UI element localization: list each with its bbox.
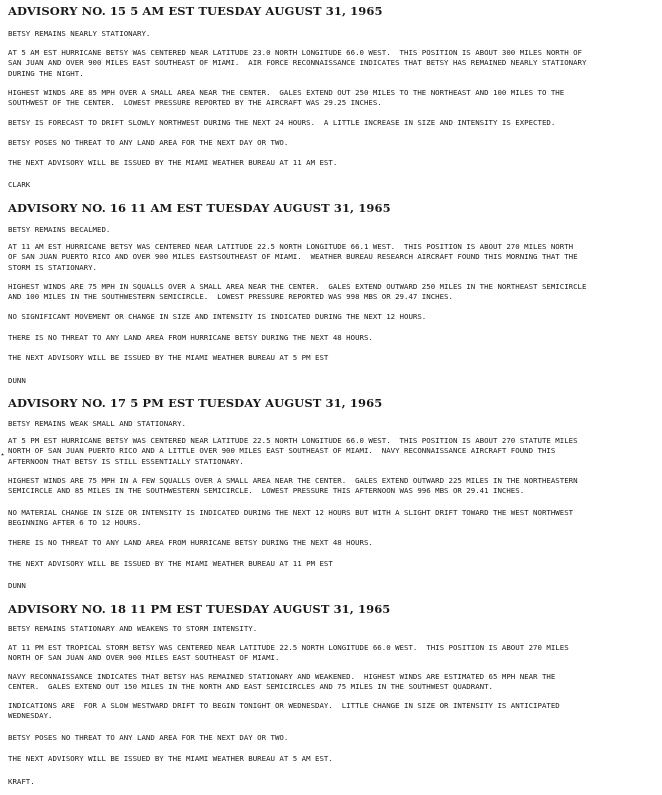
advisory-position: AT 5 AM EST HURRICANE BETSY WAS CENTERED NEAR LATITUDE 23.0 NORTH LONGITUDE 66.0 WEST. THIS POSITION IS ABOUT 300 MILES NORTH OF SAN JUAN AND OVER 900 MILES EAST SOUTHEAST OF MIAMI. AIR FORCE RECONNAISSANCE INDICATES THAT BETSY HAS REMAINED NEARLY STATIONARY DURING THE NIGHT. (8, 48, 587, 78)
advisory-position: AT 11 PM EST TROPICAL STORM BETSY WAS CENTERED NEAR LATITUDE 22.5 NORTH LONGITUDE 66.0 WEST. THIS POSITION IS ABOUT 270 MILES NORTH OF SAN JUAN AND OVER 900 MILES EAST SOUTHEAST OF MIAMI. (8, 643, 569, 663)
advisory-next: THE NEXT ADVISORY WILL BE ISSUED BY THE MIAMI WEATHER BUREAU AT 11 PM EST (8, 559, 333, 568)
advisory-header: ADVISORY NO. 17 5 PM EST TUESDAY AUGUST 31, 1965 (8, 396, 383, 410)
advisory-summary: BETSY REMAINS WEAK SMALL AND STATIONARY. (8, 419, 186, 428)
advisory-signature: DUNN (8, 581, 26, 590)
advisory-position: AT 11 AM EST HURRICANE BETSY WAS CENTERED NEAR LATITUDE 22.5 NORTH LONGITUDE 66.1 WEST. THIS POSITION IS ABOUT 270 MILES NORTH OF SAN JUAN PUERTO RICO AND OVER 900 MILES EASTSOUTHEAST OF MIAMI. WEATHER BUREAU RESEARCH AIRCRAFT FOUND THIS MORNING THAT THE STORM IS STATIONARY. (8, 242, 578, 272)
advisory-signature: DUNN (8, 376, 26, 385)
advisory-threat: THERE IS NO THREAT TO ANY LAND AREA FROM HURRICANE BETSY DURING THE NEXT 48 HOURS. (8, 538, 373, 547)
margin-mark-icon: ⋆ (0, 450, 6, 459)
advisory-winds: HIGHEST WINDS ARE 75 MPH IN A FEW SQUALLS OVER A SMALL AREA NEAR THE CENTER. GALES EXTEND OUTWARD 225 MILES IN THE NORTHEASTERN SEMICIRCLE AND 85 MILES IN THE SOUTHWESTERN SEMICIRCLE. LOWEST PRESSURE THIS AFTERNOON WAS 996 MBS OR 29.41 INCHES. (8, 476, 578, 496)
advisory-winds: NAVY RECONNAISSANCE INDICATES THAT BETSY HAS REMAINED STATIONARY AND WEAKENED. HIGHEST WINDS ARE ESTIMATED 65 MPH NEAR THE CENTER. GALES EXTEND OUT 150 MILES IN THE NORTH AND EAST SEMICIRCLES AND 75 MILES IN THE SOUTHWEST QUADRANT. (8, 672, 556, 692)
advisory-threat: THERE IS NO THREAT TO ANY LAND AREA FROM HURRICANE BETSY DURING THE NEXT 48 HOURS. (8, 333, 373, 342)
advisory-forecast: INDICATIONS ARE FOR A SLOW WESTWARD DRIFT TO BEGIN TONIGHT OR WEDNESDAY. LITTLE CHANGE IN SIZE OR INTENSITY IS ANTICIPATED WEDNESDAY. (8, 701, 560, 721)
advisory-winds: HIGHEST WINDS ARE 85 MPH OVER A SMALL AREA NEAR THE CENTER. GALES EXTEND OUT 250 MILES TO THE NORTHEAST AND 100 MILES TO THE SOUTHWEST OF THE CENTER. LOWEST PRESSURE REPORTED BY THE AIRCRAFT WAS 29.25 INCHES. (8, 88, 565, 108)
advisory-header: ADVISORY NO. 15 5 AM EST TUESDAY AUGUST 31, 1965 (8, 4, 383, 18)
advisory-position: AT 5 PM EST HURRICANE BETSY WAS CENTERED NEAR LATITUDE 22.5 NORTH LONGITUDE 66.0 WEST. THIS POSITION IS ABOUT 270 STATUTE MILES NORTH OF SAN JUAN PUERTO RICO AND A LITTLE OVER 900 MILES EAST SOUTHEAST OF MIAMI. NAVY RECONNAISSANCE AIRCRAFT FOUND THIS AFTERNOON THAT BETSY IS STILL ESSENTIALLY STATIONARY. (8, 436, 578, 466)
advisory-header: ADVISORY NO. 18 11 PM EST TUESDAY AUGUST 31, 1965 (8, 602, 391, 616)
advisory-summary: BETSY REMAINS BECALMED. (8, 225, 111, 234)
advisory-winds: HIGHEST WINDS ARE 75 MPH IN SQUALLS OVER A SMALL AREA NEAR THE CENTER. GALES EXTEND OUTWARD 250 MILES IN THE NORTHEAST SEMICIRCLE AND 100 MILES IN THE SOUTHWESTERN SEMICIRCLE. LOWEST PRESSURE REPORTED WAS 998 MBS OR 29.47 INCHES. (8, 282, 587, 302)
advisory-next: THE NEXT ADVISORY WILL BE ISSUED BY THE MIAMI WEATHER BUREAU AT 5 AM EST. (8, 754, 333, 763)
advisory-header: ADVISORY NO. 16 11 AM EST TUESDAY AUGUST 31, 1965 (8, 201, 391, 215)
advisory-summary: BETSY REMAINS NEARLY STATIONARY. (8, 29, 151, 38)
advisory-threat: BETSY POSES NO THREAT TO ANY LAND AREA FOR THE NEXT DAY OR TWO. (8, 733, 289, 742)
advisory-forecast: NO SIGNIFICANT MOVEMENT OR CHANGE IN SIZE AND INTENSITY IS INDICATED DURING THE NEXT 12 HOURS. (8, 312, 427, 321)
advisory-forecast: BETSY IS FORECAST TO DRIFT SLOWLY NORTHWEST DURING THE NEXT 24 HOURS. A LITTLE INCREASE IN SIZE AND INTENSITY IS EXPECTED. (8, 118, 556, 127)
advisory-next: THE NEXT ADVISORY WILL BE ISSUED BY THE MIAMI WEATHER BUREAU AT 11 AM EST. (8, 158, 338, 167)
advisory-forecast: NO MATERIAL CHANGE IN SIZE OR INTENSITY IS INDICATED DURING THE NEXT 12 HOURS BUT WITH A SLIGHT DRIFT TOWARD THE WEST NORTHWEST BEGINNING AFTER 6 TO 12 HOURS. (8, 508, 574, 528)
advisory-signature: CLARK (8, 180, 31, 189)
advisory-next: THE NEXT ADVISORY WILL BE ISSUED BY THE MIAMI WEATHER BUREAU AT 5 PM EST (8, 353, 329, 362)
advisory-summary: BETSY REMAINS STATIONARY AND WEAKENS TO STORM INTENSITY. (8, 624, 258, 633)
advisory-threat: BETSY POSES NO THREAT TO ANY LAND AREA FOR THE NEXT DAY OR TWO. (8, 138, 289, 147)
advisory-signature: KRAFT. (8, 777, 35, 786)
